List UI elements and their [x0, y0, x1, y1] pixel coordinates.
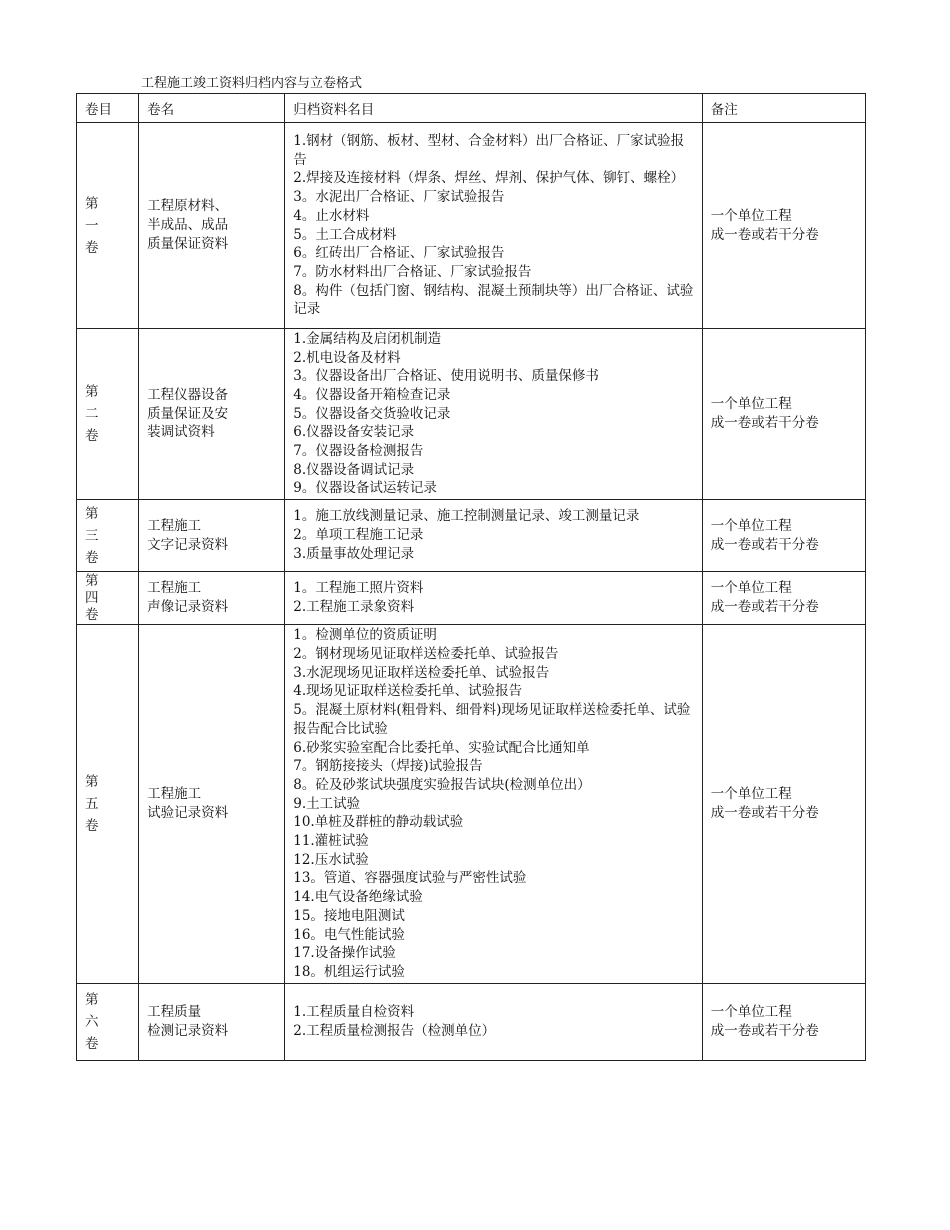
volume-char: 五	[85, 796, 99, 812]
table-row	[77, 329, 866, 500]
list-item: 7。仪器设备检测报告	[293, 443, 424, 460]
list-item: 10.单桩及群桩的静动载试验	[293, 814, 464, 831]
archive-table	[76, 93, 866, 1061]
header-name: 卷名	[139, 94, 285, 123]
items-cell	[285, 572, 703, 625]
volume-name-line: 工程质量	[147, 1004, 202, 1021]
remark-line: 成一卷或若干分卷	[710, 415, 819, 431]
volume-name-cell	[139, 500, 285, 572]
list-item: 6.仪器设备安装记录	[293, 424, 415, 441]
volume-name-line: 试验记录资料	[147, 805, 229, 821]
header-remark: 备注	[702, 94, 865, 123]
header-items: 归档资料名目	[285, 94, 703, 123]
header-volume: 卷目	[77, 94, 139, 123]
volume-char: 六	[85, 1014, 99, 1030]
volume-cell	[77, 123, 139, 329]
remark-line: 一个单位工程	[710, 1004, 792, 1021]
volume-name-cell	[139, 572, 285, 625]
volume-name-line: 声像记录资料	[147, 599, 229, 615]
list-item: 5。混凝土原材料(粗骨料、细骨料)现场见证取样送检委托单、试验报告配合比试验	[293, 702, 691, 737]
remark-line: 一个单位工程	[710, 580, 792, 597]
volume-char: 第	[85, 384, 99, 400]
list-item: 5。仪器设备交货验收记录	[293, 405, 451, 422]
volume-cell	[77, 329, 139, 500]
volume-name-line: 装调试资料	[147, 424, 215, 441]
volume-char: 一	[85, 217, 99, 234]
list-item: 3。水泥出厂合格证、厂家试验报告	[293, 189, 505, 206]
list-item: 1.工程质量自检资料	[293, 1004, 415, 1021]
list-item: 1.金属结构及启闭机制造	[293, 330, 442, 347]
remark-line: 一个单位工程	[710, 396, 792, 413]
volume-name-line: 工程施工	[147, 517, 202, 534]
list-item: 8.仪器设备调试记录	[293, 461, 415, 478]
volume-name-cell	[139, 984, 285, 1061]
volume-name-line: 质量保证资料	[147, 235, 229, 252]
volume-name-line: 工程原材料、	[147, 198, 229, 215]
list-item: 8。砼及砂浆试块强度实验报告试块(检测单位出）	[293, 776, 591, 793]
list-item: 8。构件（包括门窗、钢结构、混凝土预制块等）出厂合格证、试验记录	[293, 282, 694, 318]
remark-line: 成一卷或若干分卷	[710, 536, 819, 553]
volume-cell	[77, 625, 139, 984]
volume-name-cell	[139, 329, 285, 500]
remark-line: 成一卷或若干分卷	[710, 805, 819, 821]
volume-cell	[77, 572, 139, 625]
list-item: 6.砂浆实验室配合比委托单、实验试配合比通知单	[293, 739, 590, 756]
list-item: 5。土工合成材料	[293, 226, 397, 243]
list-item: 17.设备操作试验	[293, 945, 396, 962]
volume-name-cell	[139, 625, 285, 984]
remark-cell	[702, 572, 865, 625]
volume-char: 卷	[85, 239, 99, 256]
header-row	[77, 94, 866, 123]
volume-char: 第	[85, 505, 99, 522]
list-item: 3。仪器设备出厂合格证、使用说明书、质量保修书	[293, 368, 599, 385]
remark-cell	[702, 329, 865, 500]
table-row	[77, 123, 866, 329]
volume-char: 四	[85, 589, 99, 606]
list-item: 1。施工放线测量记录、施工控制测量记录、竣工测量记录	[293, 508, 640, 525]
volume-char: 卷	[85, 549, 99, 566]
volume-name-line: 工程施工	[147, 786, 202, 803]
volume-name-line: 半成品、成品	[147, 217, 229, 234]
volume-char: 卷	[85, 428, 99, 444]
volume-cell	[77, 500, 139, 572]
table-row	[77, 500, 866, 572]
document-title: 工程施工竣工资料归档内容与立卷格式	[141, 76, 363, 91]
volume-char: 第	[85, 572, 99, 589]
remark-line: 一个单位工程	[710, 207, 792, 224]
remark-line: 成一卷或若干分卷	[710, 1023, 819, 1039]
list-item: 11.灌桩试验	[293, 833, 369, 850]
list-item: 7。防水材料出厂合格证、厂家试验报告	[293, 263, 532, 280]
remark-line: 成一卷或若干分卷	[710, 226, 819, 243]
remark-line: 一个单位工程	[710, 517, 792, 534]
list-item: 2.工程质量检测报告（检测单位）	[293, 1023, 496, 1039]
list-item: 3.水泥现场见证取样送检委托单、试验报告	[293, 664, 550, 681]
items-cell	[285, 500, 703, 572]
volume-char: 第	[85, 195, 99, 212]
items-cell	[285, 625, 703, 984]
items-cell	[285, 984, 703, 1061]
remark-cell	[702, 123, 865, 329]
items-cell	[285, 329, 703, 500]
table-row	[77, 572, 866, 625]
list-item: 13。管道、容器强度试验与严密性试验	[293, 870, 527, 887]
table-row	[77, 984, 866, 1061]
list-item: 4。仪器设备开箱检查记录	[293, 386, 451, 403]
items-cell	[285, 123, 703, 329]
list-item: 4。止水材料	[293, 207, 370, 224]
list-item: 9.土工试验	[293, 795, 361, 812]
volume-char: 第	[85, 992, 99, 1008]
list-item: 16。电气性能试验	[293, 926, 405, 943]
list-item: 4.现场见证取样送检委托单、试验报告	[293, 683, 523, 700]
volume-char: 第	[85, 774, 99, 790]
list-item: 15。接地电阻测试	[293, 907, 405, 924]
list-item: 14.电气设备绝缘试验	[293, 889, 423, 906]
volume-name-cell	[139, 123, 285, 329]
volume-char: 三	[85, 527, 99, 544]
list-item: 1。工程施工照片资料	[293, 580, 424, 597]
volume-cell	[77, 984, 139, 1061]
list-item: 6。红砖出厂合格证、厂家试验报告	[293, 245, 505, 262]
remark-line: 成一卷或若干分卷	[710, 599, 819, 615]
remark-cell	[702, 625, 865, 984]
remark-line: 一个单位工程	[710, 786, 792, 803]
remark-cell	[702, 984, 865, 1061]
volume-char: 卷	[85, 1036, 99, 1052]
volume-char: 卷	[85, 606, 99, 623]
list-item: 2。钢材现场见证取样送检委托单、试验报告	[293, 646, 559, 663]
list-item: 18。机组运行试验	[293, 963, 405, 980]
list-item: 1。检测单位的资质证明	[293, 627, 437, 644]
list-item: 9。仪器设备试运转记录	[293, 480, 437, 497]
remark-cell	[702, 500, 865, 572]
volume-name-line: 检测记录资料	[147, 1023, 229, 1039]
list-item: 12.压水试验	[293, 851, 369, 868]
table-row	[77, 625, 866, 984]
list-item: 2.工程施工录象资料	[293, 599, 415, 615]
list-item: 2。单项工程施工记录	[293, 527, 424, 544]
volume-char: 卷	[85, 818, 99, 834]
volume-name-line: 工程施工	[147, 580, 202, 597]
volume-name-line: 工程仪器设备	[147, 386, 229, 403]
volume-char: 二	[85, 406, 99, 422]
list-item: 1.钢材（钢筋、板材、型材、合金材料）出厂合格证、厂家试验报告	[293, 132, 685, 168]
list-item: 2.焊接及连接材料（焊条、焊丝、焊剂、保护气体、铆钉、螺栓）	[293, 170, 685, 187]
volume-name-line: 质量保证及安	[147, 405, 229, 422]
list-item: 7。钢筋接接头（焊接)试验报告	[293, 758, 483, 775]
list-item: 3.质量事故处理记录	[293, 545, 415, 562]
volume-name-line: 文字记录资料	[147, 536, 229, 553]
list-item: 2.机电设备及材料	[293, 349, 401, 366]
